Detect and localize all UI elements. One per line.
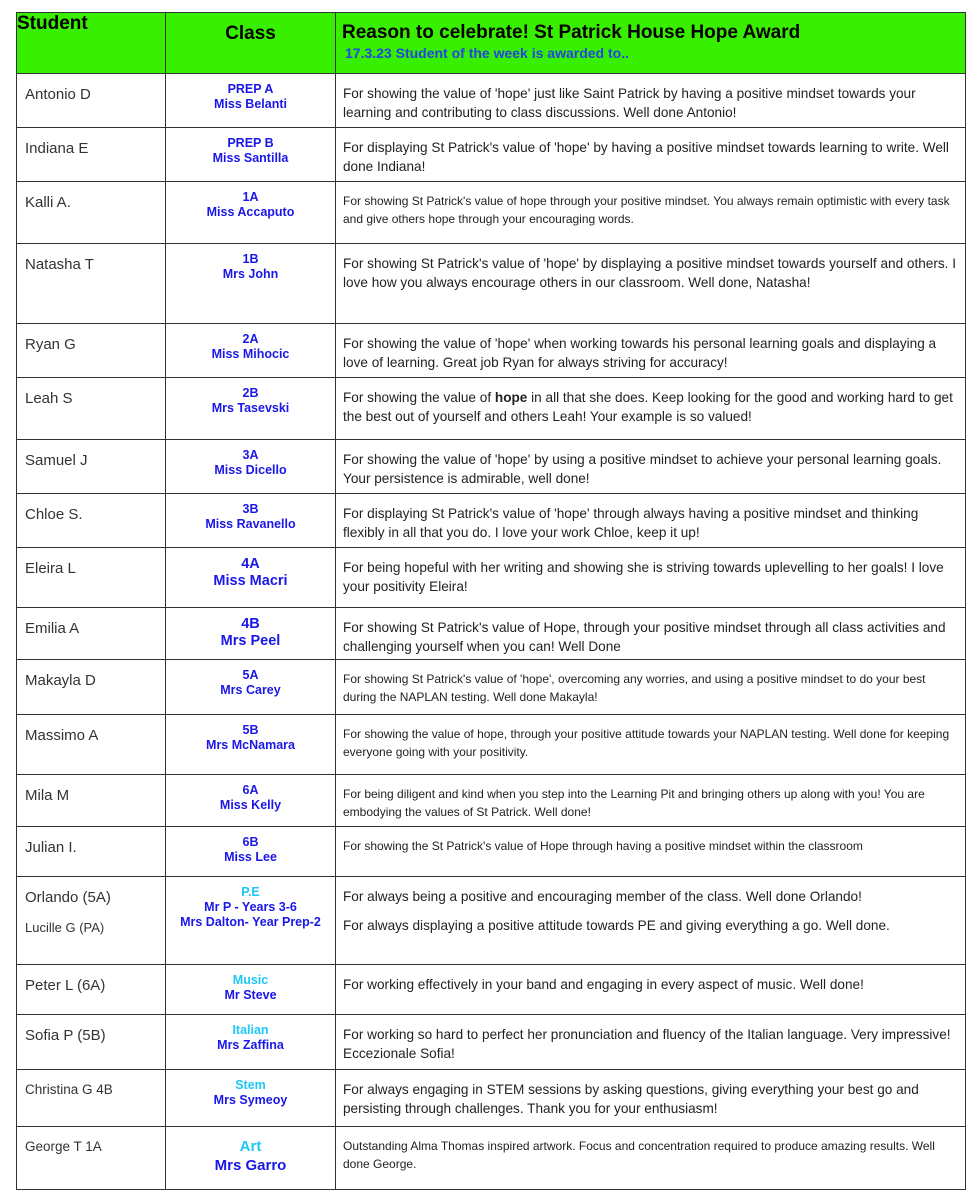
table-row [17,1127,966,1190]
table-row [17,1015,966,1070]
class-teacher: Miss Belanti [214,97,287,111]
awards-table [16,12,966,1190]
class-grade: 2A [242,332,259,346]
class-cell [166,440,336,494]
class-cell [166,324,336,378]
class-cell [166,715,336,775]
award-reason: For showing the value of 'hope' when working towards his personal learning goals and displaying a love of learning. Great job Ryan for always striving for accuracy! [336,324,966,378]
class-teacher-2: Mrs Dalton- Year Prep-2 [180,915,321,929]
class-grade: 6A [242,783,259,797]
class-grade: 5B [242,723,259,737]
student-name-2: Lucille G (PA) [25,920,105,935]
table-row [17,494,966,548]
table-row [17,324,966,378]
award-subtitle: 17.3.23 Student of the week is awarded to.. [345,45,629,61]
class-grade: 1A [242,190,259,204]
award-reason: For showing St Patrick's value of Hope, through your positive mindset through all class activities and challenging yourself when you can! Well Done [336,608,966,660]
reason-bold-word: hope [494,390,528,405]
class-grade: 2B [242,386,259,400]
class-teacher: Miss Kelly [219,798,282,812]
table-row [17,244,966,324]
award-reason: For displaying St Patrick's value of 'hope' by having a positive mindset towards learning to write. Well done Indiana! [336,128,966,182]
award-reason: For showing the value of 'hope' just like Saint Patrick by having a positive mindset towards your learning and contributing to class discussions. Well done Antonio! [336,74,966,128]
class-teacher: Mrs Tasevski [211,401,290,415]
student-name: George T 1A [17,1127,166,1190]
table-row [17,1070,966,1127]
header-row [17,13,966,74]
class-cell [166,660,336,715]
award-reason: For displaying St Patrick's value of 'hope' through always having a positive mindset and thinking flexibly in all that you do. I love your work Chloe, keep it up! [336,494,966,548]
class-cell [166,608,336,660]
class-cell [166,775,336,827]
student-name: Samuel J [17,440,166,494]
class-grade: 1B [242,252,259,266]
table-row [17,715,966,775]
table-row [17,440,966,494]
table-row [17,548,966,608]
class-teacher: Mrs McNamara [206,738,295,752]
award-reason: For showing St Patrick's value of 'hope', overcoming any worries, and using a positive mindset to do your best during the NAPLAN testing. Well done Makayla! [336,660,966,715]
class-teacher: Miss Accaputo [206,205,295,219]
class-grade: Italian [232,1023,269,1037]
class-teacher: Miss Dicello [214,463,287,477]
class-grade: Music [232,973,269,987]
student-name: Sofia P (5B) [17,1015,166,1070]
award-reason: For showing the St Patrick's value of Hope through having a positive mindset within the classroom [336,827,966,877]
award-reason: For being diligent and kind when you step into the Learning Pit and bringing others up along with you! You are embodying the values of St Patrick. Well done! [336,775,966,827]
table-row [17,775,966,827]
class-teacher: Miss Lee [224,850,277,864]
class-cell [166,494,336,548]
class-grade: 4A [241,556,260,572]
class-teacher: Mrs Carey [220,683,281,697]
student-name: Ryan G [17,324,166,378]
class-cell [166,877,336,965]
student-name: Leah S [17,378,166,440]
award-reason-1: For always being a positive and encouraging member of the class. Well done Orlando! [343,889,862,904]
table-row [17,74,966,128]
table-row [17,182,966,244]
award-reason-2: For always displaying a positive attitude towards PE and giving everything a go. Well done. [343,918,890,933]
class-cell [166,378,336,440]
class-cell [166,1070,336,1127]
student-name: Julian I. [17,827,166,877]
class-teacher: Mrs Zaffina [217,1038,284,1052]
reason-text-start: For showing the value of [343,390,495,405]
award-reason: For showing St Patrick's value of hope through your positive mindset. You always remain optimistic with every task and give others hope through your encouraging words. [336,182,966,244]
table-row [17,128,966,182]
student-name: Natasha T [17,244,166,324]
student-name: Eleira L [17,548,166,608]
class-grade: P.E [241,885,260,899]
award-reason: For showing St Patrick's value of 'hope' by displaying a positive mindset towards yourself and others. I love how you always encourage others in our classroom. Well done, Natasha! [336,244,966,324]
class-teacher: Mrs Symeoy [213,1093,288,1107]
class-cell [166,965,336,1015]
student-name: Kalli A. [17,182,166,244]
class-teacher: Mr P - Years 3-6 [204,900,297,914]
class-teacher: Miss Santilla [212,151,289,165]
award-reason [336,378,966,440]
class-cell [166,128,336,182]
class-teacher: Mrs Garro [214,1157,287,1174]
reason-text-end: in all that she does. Keep looking for the good and working hard to get the best out of yourself and others Leah! Your example is so valued! [343,390,953,424]
student-name: Massimo A [17,715,166,775]
award-reason: For working so hard to perfect her pronunciation and fluency of the Italian language. Very impressive! Eccezionale Sofia! [336,1015,966,1070]
student-name: Indiana E [17,128,166,182]
class-grade: 5A [242,668,259,682]
award-reason [336,877,966,965]
class-grade: 4B [241,616,260,632]
student-name-1: Orlando (5A) [25,889,111,906]
student-name: Peter L (6A) [17,965,166,1015]
student-name: Christina G 4B [17,1070,166,1127]
class-teacher: Miss Ravanello [205,517,296,531]
award-reason: For being hopeful with her writing and showing she is striving towards uplevelling to her goals! I love your positivity Eleira! [336,548,966,608]
class-teacher: Mr Steve [224,988,277,1002]
student-name: Mila M [17,775,166,827]
table-row [17,378,966,440]
award-reason: For working effectively in your band and engaging in every aspect of music. Well done! [336,965,966,1015]
student-name: Chloe S. [17,494,166,548]
student-name: Emilia A [17,608,166,660]
award-title: Reason to celebrate! St Patrick House Hope Award [342,22,801,43]
award-reason: Outstanding Alma Thomas inspired artwork. Focus and concentration required to produce amazing results. Well done George. [336,1127,966,1190]
class-grade: PREP B [227,136,274,150]
header-class: Class [166,13,336,74]
class-cell [166,182,336,244]
table-row [17,608,966,660]
table-row [17,965,966,1015]
class-cell [166,74,336,128]
student-name [17,877,166,965]
class-cell [166,1127,336,1190]
class-grade: Art [239,1138,262,1155]
header-reason [336,13,966,74]
class-grade: 3B [242,502,259,516]
class-cell [166,548,336,608]
table-row [17,827,966,877]
class-cell [166,244,336,324]
class-teacher: Miss Macri [213,573,288,589]
header-student: Student [17,13,166,74]
student-name: Makayla D [17,660,166,715]
class-grade: PREP A [227,82,274,96]
table-row [17,660,966,715]
table-row [17,877,966,965]
class-teacher: Miss Mihocic [211,347,290,361]
award-reason: For always engaging in STEM sessions by asking questions, giving everything your best go and persisting through challenges. Thank you for your enthusiasm! [336,1070,966,1127]
award-reason: For showing the value of 'hope' by using a positive mindset to achieve your personal learning goals. Your persistence is admirable, well done! [336,440,966,494]
class-cell [166,1015,336,1070]
class-cell [166,827,336,877]
class-grade: 3A [242,448,259,462]
class-grade: Stem [235,1078,266,1092]
award-reason: For showing the value of hope, through your positive attitude towards your NAPLAN testing. Well done for keeping everyone going with your positivity. [336,715,966,775]
class-teacher: Mrs John [222,267,279,281]
student-name: Antonio D [17,74,166,128]
class-teacher: Mrs Peel [220,633,281,649]
class-grade: 6B [242,835,259,849]
